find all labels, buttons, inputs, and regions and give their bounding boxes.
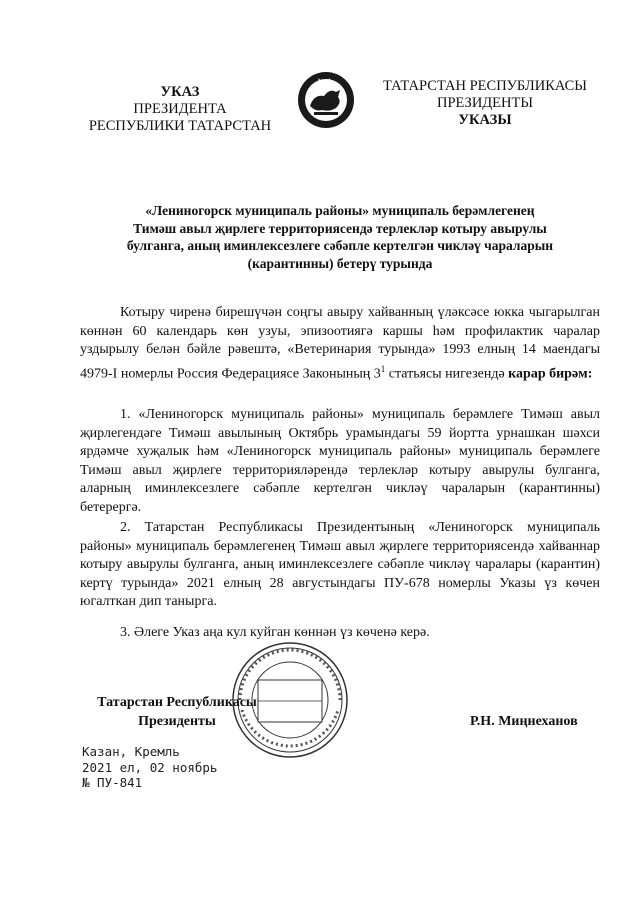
- preamble-after: статьясы нигезендә: [385, 366, 509, 382]
- header-right-line-3: УКАЗЫ: [458, 112, 512, 128]
- preamble-decision: карар бирәм:: [508, 366, 593, 382]
- decree-title: [80, 202, 600, 272]
- decree-item-3: 3. Әлеге Указ аңа кул куйган көннән үз көченә керә.: [120, 625, 430, 640]
- coat-of-arms-emblem: [296, 70, 356, 130]
- title-line-3: булганга, аның иминлексезлеге сәбәпле кертелгән чикләү чараларын: [126, 238, 554, 253]
- signature-name: Р.Н. Миңнеханов: [470, 714, 578, 729]
- header-left-line-1: УКАЗ: [160, 84, 200, 100]
- preamble-superscript: 1: [380, 363, 386, 374]
- preamble-text: Котыру чиренә бирешүчән соңгы авыру хайванның үләксәсе юкка чыгарылган көннән 60 календарь көн узуы, эпизоотиягә каршы һәм профилактик чаралар уздырылу белән бәйле рәвештә, «Ветеринария турында» 1993 елның 14 маендагы 4979-I номерлы Россия Федерациясе Законының 3: [80, 305, 600, 382]
- decree-item-2: 2. Татарстан Республикасы Президентының «Лениногорск муниципаль районы» муниципаль берәмлегенең Тимәш авыл җирлеге территориясендә хайваннар котыру авырулы булганга, аның иминлексезлеге сәбәпле чикләү чаралары (карантин) кертү турында» 2021 елның 28 августындагы ПУ-678 номерлы Указы үз көчен югалткан дип танырга.: [80, 520, 600, 609]
- title-line-1: «Лениногорск муниципаль районы» муниципаль берәмлегенең: [145, 203, 535, 218]
- header-russian: [80, 84, 280, 135]
- header-left-line-2: ПРЕЗИДЕНТА: [133, 101, 227, 117]
- decree-footer: [82, 744, 217, 791]
- header-left-line-3: РЕСПУБЛИКИ ТАТАРСТАН: [88, 118, 272, 134]
- footer-number: № ПУ-841: [82, 775, 143, 790]
- footer-date: 2021 ел, 02 ноябрь: [82, 759, 218, 775]
- decree-item-1: 1. «Лениногорск муниципаль районы» муниципаль берәмлеге Тимәш авыл җирлегендәге Тимәш авылының Октябрь урамындагы 59 йортта урнашкан шәхси ярдәмче хуҗалык һәм «Лениногорск муниципаль районы» муниципаль берәмлеге Тимәш авыл җирлеге территорияләрендә терлекләр котыру авырулы булганга, аларның иминлексезлеге сәбәпле кертелгән чикләү чараларын (карантинны) бетерергә.: [80, 407, 600, 515]
- title-line-4: (карантинны) бетерү турында: [247, 255, 433, 271]
- header-right-line-1: ТАТАРСТАН РЕСПУБЛИКАСЫ: [383, 78, 587, 94]
- header-tatar: [370, 78, 600, 129]
- signature-position: [82, 694, 272, 731]
- header-right-line-2: ПРЕЗИДЕНТЫ: [436, 95, 534, 111]
- preamble-paragraph: [80, 304, 600, 384]
- footer-place: Казан, Кремль: [82, 744, 180, 759]
- signature-position-line-2: Президенты: [138, 713, 216, 729]
- signature-position-line-1: Татарстан Республикасы: [97, 695, 257, 710]
- title-line-2: Тимәш авыл җирлеге территориясендә терлекләр котыру авырулы: [133, 220, 547, 236]
